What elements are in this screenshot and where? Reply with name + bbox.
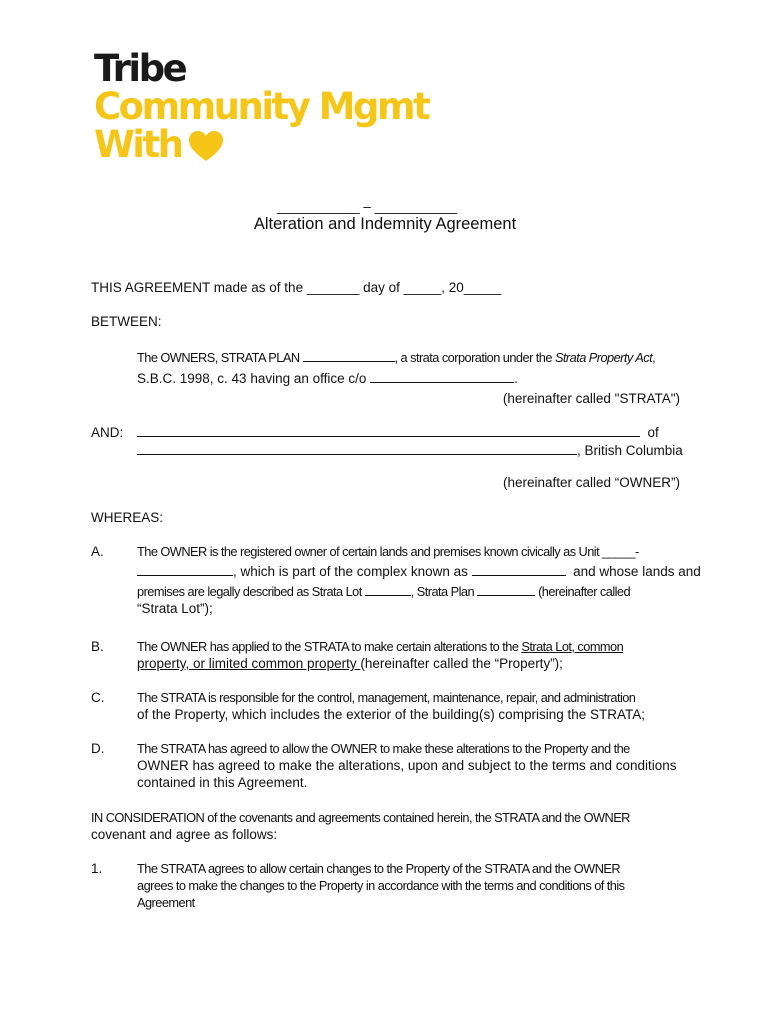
recital-a-text-2end: and whose lands and (573, 564, 701, 579)
strata-property-act: Strata Property Act (554, 350, 653, 365)
logo-line-community: Community Mgmt (94, 85, 429, 128)
strata-lot-blank (365, 583, 411, 596)
recital-c-line-2: of the Property, which includes the exterior of the building(s) comprising the STRATA; (137, 707, 645, 722)
recital-a-text-2b: , which is part of the complex known as (233, 564, 472, 579)
unit-blank (137, 563, 233, 576)
strata-office-end: . (514, 371, 518, 386)
clause-1-line-2: agrees to make the changes to the Property in accordance with the terms and conditions of this (137, 878, 625, 893)
clause-1-line-1: The STRATA agrees to allow certain changes to the Property of the STRATA and the OWNER (137, 861, 621, 876)
recital-d-line-3: contained in this Agreement. (137, 775, 308, 790)
recital-b-text-1a: The OWNER has applied to the STRATA to make certain alterations to the (137, 639, 522, 654)
owner-bc-text: , British Columbia (577, 443, 683, 458)
agreement-number-line: ___________ – ___________ (277, 199, 458, 214)
strata-party-text-b: , a strata corporation under the (394, 350, 555, 365)
strata-party-text-a: The OWNERS, STRATA PLAN (137, 350, 303, 365)
strata-party-line-2 (137, 370, 518, 387)
owner-of-text: of (647, 425, 659, 440)
between-label: BETWEEN: (91, 314, 162, 329)
owner-party-line-1 (137, 424, 659, 441)
owner-party-line-2 (137, 442, 683, 459)
recital-d-letter: D. (91, 741, 105, 756)
agreement-date-line: THIS AGREEMENT made as of the _______ day of _____, 20_____ (91, 280, 502, 295)
strata-office-blank (370, 370, 514, 383)
recital-a-text-3a: premises are legally described as Strata Lot (137, 584, 365, 599)
and-label: AND: (91, 425, 124, 440)
recital-b-line-1 (137, 638, 623, 655)
strata-plan-blank (303, 349, 395, 362)
recital-a-line-3 (137, 583, 630, 600)
clause-1-line-3: Agreement (137, 895, 195, 910)
strata-party-line-1 (137, 349, 655, 366)
complex-name-blank (472, 563, 566, 576)
document-title: Alteration and Indemnity Agreement (253, 215, 517, 233)
heart-icon (188, 130, 224, 162)
logo-line-tribe: Tribe (94, 47, 186, 90)
recital-a-line-4: “Strata Lot”); (137, 601, 213, 616)
recital-d-line-1: The STRATA has agreed to allow the OWNER to make these alterations to the Property and the (137, 741, 630, 756)
logo-line-with (94, 123, 428, 166)
recital-b-underlined-1: Strata Lot, common (521, 639, 624, 654)
recital-a-line-1: The OWNER is the registered owner of certain lands and premises known civically as Unit _____- (137, 544, 639, 559)
recital-a-letter: A. (91, 544, 104, 559)
recital-b-underlined-2: property, or limited common property (137, 656, 361, 671)
recital-a-text-3end: (hereinafter called (538, 584, 631, 599)
clause-1-number: 1. (91, 861, 103, 876)
whereas-label: WHEREAS: (91, 510, 164, 525)
strata-office-text: S.B.C. 1998, c. 43 having an office c/o (137, 371, 371, 386)
owner-called: (hereinafter called “OWNER”) (502, 475, 680, 490)
recital-b-letter: B. (91, 639, 104, 654)
recital-b-text-2end: (hereinafter called the “Property”); (360, 656, 563, 671)
recital-a-line-2 (137, 563, 701, 580)
owner-address-blank (137, 442, 577, 455)
consideration-line-2: covenant and agree as follows: (91, 827, 278, 842)
recital-d-line-2: OWNER has agreed to make the alterations, upon and subject to the terms and conditions (137, 758, 677, 773)
strata-party-text-end: , (652, 350, 656, 365)
recital-b-line-2 (137, 655, 563, 672)
tribe-logo (94, 47, 429, 166)
logo-line-with-text: With (94, 123, 182, 166)
consideration-line-1: IN CONSIDERATION of the covenants and agreements contained herein, the STRATA and the OWNER (91, 810, 630, 825)
owner-name-blank (137, 424, 640, 437)
recital-c-line-1: The STRATA is responsible for the control, management, maintenance, repair, and administration (137, 690, 636, 705)
recital-a-text-3b: , Strata Plan (410, 584, 478, 599)
strata-plan-number-blank (477, 583, 535, 596)
strata-called: (hereinafter called "STRATA") (502, 391, 680, 406)
recital-c-letter: C. (91, 690, 105, 705)
